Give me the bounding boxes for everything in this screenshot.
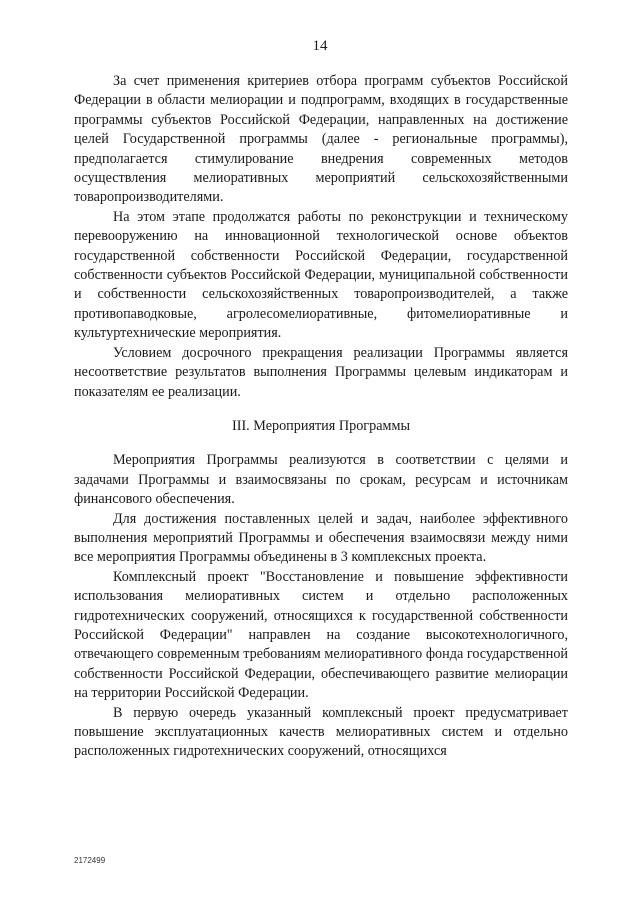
paragraph-restoration-project: Комплексный проект "Восстановление и повышение эффективности использования мелиоративных систем и отдельно расположенных гидротехнических сооружений, относящихся к государственной собственности Российской Федерации" направлен на создание высокотехнологичного, отвечающего современным требованиям мелиоративного фонда государственной собственности Российской Федерации, обеспечивающего развитие мелиорации на территории Российской Федерации. [74, 568, 568, 702]
section-heading: III. Мероприятия Программы [232, 417, 410, 434]
paragraph-selection-criteria: За счет применения критериев отбора программ субъектов Российской Федерации в области мелиорации и подпрограмм, входящих в государственные программы субъектов Российской Федерации, направленных на достижение целей Государственной программы (далее - региональные программы), предполагается стимулирование внедрения современных методов осуществления мелиоративных мероприятий сельскохозяйственными товаропроизводителями. [74, 73, 568, 206]
paragraph-early-termination: Условием досрочного прекращения реализации Программы является несоответствие результатов выполнения Программы целевым индикаторам и показателям ее реализации. [74, 344, 568, 400]
page-number: 14 [312, 38, 328, 54]
document-body [74, 72, 568, 762]
paragraph-program-activities: Мероприятия Программы реализуются в соответствии с целями и задачами Программы и взаимосвязаны по срокам, ресурсам и источникам финансового обеспечения. [74, 452, 568, 508]
document-code: 2172499 [74, 856, 106, 865]
paragraph-reconstruction-works: На этом этапе продолжатся работы по реконструкции и техническому перевооружению на инновационной технологической основе объектов государственной собственности Российской Федерации, государственной собственности субъектов Российской Федерации, муниципальной собственности и собственности сельскохозяйственных товаропроизводителей, а также противопаводковые, агролесомелиоративные, фитомелиоративные и культуртехнические мероприятия. [74, 208, 568, 342]
paragraph-complex-projects: Для достижения поставленных целей и задач, наиболее эффективного выполнения мероприятий Программы и обеспечения взаимосвязи между ними все мероприятия Программы объединены в 3 комплексных проекта. [74, 510, 568, 566]
paragraph-first-priority: В первую очередь указанный комплексный проект предусматривает повышение эксплуатационных качеств мелиоративных систем и отдельно расположенных гидротехнических сооружений, относящихся [74, 704, 568, 760]
